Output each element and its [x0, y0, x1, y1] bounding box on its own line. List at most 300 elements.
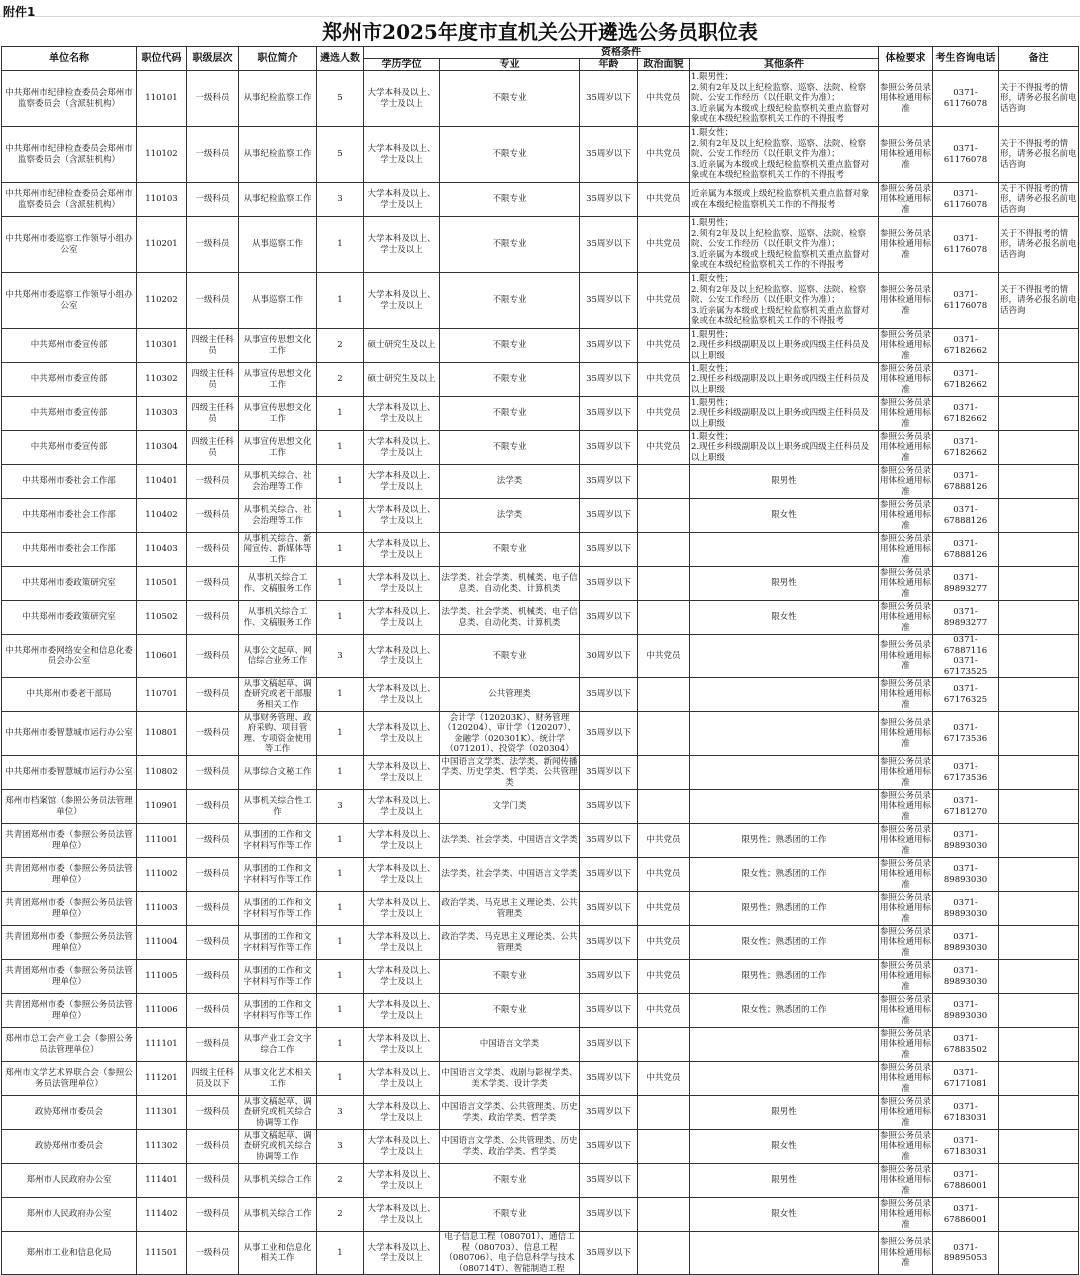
- age-cell: 35周岁以下: [580, 1130, 638, 1164]
- political-cell: [638, 678, 690, 712]
- other-cell: [690, 790, 879, 824]
- other-cell: 限男性；熟悉团的工作: [690, 824, 879, 858]
- age-cell: 35周岁以下: [580, 71, 638, 127]
- phone-cell: 0371-67886001: [933, 1198, 999, 1232]
- other-cell: 限女性: [690, 1130, 879, 1164]
- unit-cell: 中共郑州市委巡察工作领导小组办公室: [2, 273, 137, 329]
- note-cell: [999, 994, 1079, 1028]
- count-cell: 1: [317, 431, 364, 465]
- intro-cell: 从事纪检监察工作: [239, 71, 317, 127]
- table-row: [2, 1198, 1079, 1232]
- unit-cell: 政协郑州市委员会: [2, 1130, 137, 1164]
- level-cell: 一级科员: [187, 1028, 239, 1062]
- education-cell: 大学本科及以上、学士及以上: [364, 533, 440, 567]
- note-cell: [999, 824, 1079, 858]
- age-cell: 35周岁以下: [580, 892, 638, 926]
- other-cell: 1.限女性； 2.现任乡科级副职及以上职务或四级主任科员及以上职级: [690, 363, 879, 397]
- physical-cell: 参照公务员录用体检通用标准: [880, 824, 932, 856]
- intro-cell: 从事文稿起草、调查研究或老干部服务相关工作: [239, 678, 317, 712]
- phone-cell: 0371-89893030: [933, 960, 999, 994]
- major-cell: 法学类、社会学类、中国语言文学类: [440, 858, 580, 892]
- code-cell: 111001: [137, 824, 187, 858]
- education-cell: 大学本科及以上、学士及以上: [364, 217, 440, 273]
- age-cell: 35周岁以下: [580, 183, 638, 217]
- note-cell: [999, 431, 1079, 465]
- age-cell: 35周岁以下: [580, 533, 638, 567]
- note-cell: 关于不得报考的情形，请务必报名前电话咨询: [999, 217, 1079, 273]
- intro-cell: 从事机关综合、社会治理等工作: [239, 465, 317, 499]
- major-cell: 电子信息工程（080701）、通信工程（080703）、信息工程（080706）、电子信息科学与技术（080714T）、智能制造工程: [440, 1232, 580, 1275]
- age-cell: 35周岁以下: [580, 1198, 638, 1232]
- physical-cell: 参照公务员录用体检通用标准: [880, 892, 932, 924]
- education-cell: 大学本科及以上、学士及以上: [364, 1164, 440, 1198]
- physical-cell: 参照公务员录用体检通用标准: [880, 1062, 932, 1094]
- age-cell: 35周岁以下: [580, 1096, 638, 1130]
- age-cell: 35周岁以下: [580, 1164, 638, 1198]
- physical-cell: 参照公务员录用体检通用标准: [880, 363, 932, 395]
- level-cell: 一级科员: [187, 824, 239, 858]
- level-cell: 四级主任科员: [187, 431, 239, 465]
- intro-cell: 从事团的工作和文字材料写作等工作: [239, 858, 317, 892]
- political-cell: [638, 1198, 690, 1232]
- level-cell: 四级主任科员: [187, 329, 239, 363]
- code-cell: 110403: [137, 533, 187, 567]
- unit-cell: 政协郑州市委员会: [2, 1096, 137, 1130]
- unit-cell: 共青团郑州市委（参照公务员法管理单位）: [2, 858, 137, 892]
- phone-cell: 0371-67182662: [933, 329, 999, 363]
- major-cell: 中国语言文学类: [440, 1028, 580, 1062]
- intro-cell: 从事公文起草、网信综合业务工作: [239, 635, 317, 678]
- note-cell: 关于不得报考的情形，请务必报名前电话咨询: [999, 127, 1079, 183]
- age-cell: 35周岁以下: [580, 601, 638, 635]
- count-cell: 2: [317, 363, 364, 397]
- table-row: [2, 601, 1079, 635]
- count-cell: 1: [317, 756, 364, 790]
- education-cell: 大学本科及以上、学士及以上: [364, 127, 440, 183]
- physical-cell: 参照公务员录用体检通用标准: [879, 217, 933, 273]
- intro-cell: 从事团的工作和文字材料写作等工作: [239, 960, 317, 994]
- phone-cell: 0371-67176325: [933, 678, 999, 712]
- note-cell: [999, 1096, 1079, 1130]
- physical-cell: 参照公务员录用体检通用标准: [880, 533, 932, 565]
- intro-cell: 从事机关综合、新闻宣传、新媒体等工作: [239, 533, 317, 567]
- major-cell: 法学类、社会学类、机械类、电子信息类、自动化类、计算机类: [440, 567, 580, 601]
- code-cell: 111005: [137, 960, 187, 994]
- count-cell: 1: [317, 567, 364, 601]
- code-cell: 110301: [137, 329, 187, 363]
- note-cell: [999, 1198, 1079, 1232]
- major-cell: 会计学（120203K）、财务管理（120204）、审计学（120207）、金融学（020301K）、统计学（071201）、投资学（020304）: [440, 712, 580, 756]
- education-cell: 大学本科及以上、学士及以上: [364, 790, 440, 824]
- unit-cell: 中共郑州市委社会工作部: [2, 533, 137, 567]
- intro-cell: 从事财务管理、政府采购、项目管理、专项资金使用等工作: [239, 712, 317, 756]
- note-cell: [999, 1232, 1079, 1275]
- political-cell: [638, 790, 690, 824]
- major-cell: 不限专业: [440, 533, 580, 567]
- education-cell: 大学本科及以上、学士及以上: [364, 756, 440, 790]
- code-cell: 111004: [137, 926, 187, 960]
- count-cell: 1: [317, 499, 364, 533]
- level-cell: 一级科员: [187, 533, 239, 567]
- unit-cell: 郑州市文学艺术界联合会（参照公务员法管理单位）: [2, 1062, 137, 1096]
- unit-cell: 共青团郑州市委（参照公务员法管理单位）: [2, 994, 137, 1028]
- major-cell: 不限专业: [440, 1198, 580, 1232]
- age-cell: 35周岁以下: [580, 1232, 638, 1275]
- header-qualifications: 资格条件: [364, 47, 879, 59]
- count-cell: 1: [317, 960, 364, 994]
- intro-cell: 从事团的工作和文字材料写作等工作: [239, 926, 317, 960]
- education-cell: 大学本科及以上、学士及以上: [364, 824, 440, 858]
- unit-cell: 共青团郑州市委（参照公务员法管理单位）: [2, 892, 137, 926]
- unit-cell: 中共郑州市委宣传部: [2, 363, 137, 397]
- physical-cell: 参照公务员录用体检通用标准: [880, 1164, 932, 1196]
- education-cell: 大学本科及以上、学士及以上: [364, 431, 440, 465]
- political-cell: 中共党员: [638, 1062, 690, 1096]
- table-row: [2, 1232, 1079, 1275]
- political-cell: [638, 567, 690, 601]
- major-cell: 不限专业: [440, 960, 580, 994]
- count-cell: 5: [317, 71, 364, 127]
- political-cell: [638, 465, 690, 499]
- count-cell: 1: [317, 678, 364, 712]
- education-cell: 大学本科及以上、学士及以上: [364, 1062, 440, 1096]
- age-cell: 35周岁以下: [580, 1028, 638, 1062]
- level-cell: 四级主任科员及以下: [187, 1062, 239, 1096]
- physical-cell: 参照公务员录用体检通用标准: [880, 1096, 932, 1128]
- major-cell: 不限专业: [440, 397, 580, 431]
- age-cell: 35周岁以下: [580, 217, 638, 273]
- major-cell: 不限专业: [440, 431, 580, 465]
- intro-cell: 从事工业和信息化相关工作: [239, 1232, 317, 1275]
- major-cell: 不限专业: [440, 217, 580, 273]
- count-cell: 1: [317, 926, 364, 960]
- major-cell: 文学门类: [440, 790, 580, 824]
- table-row: [2, 1164, 1079, 1198]
- age-cell: 35周岁以下: [580, 127, 638, 183]
- count-cell: 1: [317, 892, 364, 926]
- note-cell: [999, 499, 1079, 533]
- other-cell: 1.限女性； 2.须有2年及以上纪检监察、巡察、法院、检察院、公安工作经历（以任职文件为准）； 3.近亲属为本级或上级纪检监察机关重点监督对象或在本级纪检监察机关工作的不得报考: [690, 127, 879, 183]
- level-cell: 一级科员: [187, 1096, 239, 1130]
- physical-cell: 参照公务员录用体检通用标准: [879, 712, 933, 756]
- code-cell: 111003: [137, 892, 187, 926]
- unit-cell: 共青团郑州市委（参照公务员法管理单位）: [2, 960, 137, 994]
- code-cell: 111401: [137, 1164, 187, 1198]
- other-cell: 限男性；熟悉团的工作: [690, 960, 879, 994]
- age-cell: 35周岁以下: [580, 756, 638, 790]
- political-cell: 中共党员: [638, 892, 690, 926]
- phone-cell: 0371-67183031: [933, 1130, 999, 1164]
- phone-cell: 0371-67182662: [933, 363, 999, 397]
- note-cell: 关于不得报考的情形，请务必报名前电话咨询: [999, 273, 1079, 329]
- physical-cell: 参照公务员录用体检通用标准: [880, 601, 932, 633]
- level-cell: 一级科员: [187, 994, 239, 1028]
- table-row: [2, 1096, 1079, 1130]
- unit-cell: 郑州市人民政府办公室: [2, 1164, 137, 1198]
- age-cell: 30周岁以下: [580, 635, 638, 678]
- unit-cell: 共青团郑州市委（参照公务员法管理单位）: [2, 926, 137, 960]
- level-cell: 一级科员: [187, 926, 239, 960]
- other-cell: [690, 1232, 879, 1275]
- other-cell: 1.限女性； 2.须有2年及以上纪检监察、巡察、法院、检察院、公安工作经历（以任职文件为准）； 3.近亲属为本级或上级纪检监察机关重点监督对象或在本级纪检监察机关工作的不得报考: [690, 273, 879, 329]
- level-cell: 一级科员: [187, 1164, 239, 1198]
- political-cell: [638, 712, 690, 756]
- code-cell: 111006: [137, 994, 187, 1028]
- intro-cell: 从事机关综合、社会治理等工作: [239, 499, 317, 533]
- code-cell: 111402: [137, 1198, 187, 1232]
- note-cell: [999, 567, 1079, 601]
- other-cell: [690, 533, 879, 567]
- unit-cell: 中共郑州市委政策研究室: [2, 567, 137, 601]
- unit-cell: 中共郑州市纪律检查委员会郑州市监察委员会（含派驻机构）: [2, 183, 137, 217]
- header-political: 政治面貌: [638, 59, 690, 71]
- political-cell: 中共党员: [638, 329, 690, 363]
- note-cell: [999, 1130, 1079, 1164]
- count-cell: 1: [317, 533, 364, 567]
- phone-cell: 0371-67183031: [933, 1096, 999, 1130]
- education-cell: 大学本科及以上、学士及以上: [364, 183, 440, 217]
- table-header: [2, 47, 1079, 71]
- education-cell: 大学本科及以上、学士及以上: [364, 994, 440, 1028]
- header-note: 备注: [999, 47, 1079, 71]
- other-cell: 1.限女性； 2.现任乡科级副职及以上职务或四级主任科员及以上职级: [690, 431, 879, 465]
- physical-cell: 参照公务员录用体检通用标准: [880, 858, 932, 890]
- level-cell: 一级科员: [187, 635, 239, 678]
- count-cell: 3: [317, 1096, 364, 1130]
- count-cell: 1: [317, 1232, 364, 1275]
- other-cell: 近亲属为本级或上级纪检监察机关重点监督对象或在本级纪检监察机关工作的不得报考: [690, 183, 879, 217]
- phone-cell: 0371-89893277: [933, 601, 999, 635]
- unit-cell: 中共郑州市委宣传部: [2, 397, 137, 431]
- phone-cell: 0371-67182662: [933, 397, 999, 431]
- unit-cell: 郑州市工业和信息化局: [2, 1232, 137, 1275]
- political-cell: 中共党员: [638, 363, 690, 397]
- table-row: [2, 183, 1079, 217]
- phone-cell: 0371-67181270: [933, 790, 999, 824]
- note-cell: [999, 533, 1079, 567]
- table-row: [2, 1062, 1079, 1096]
- level-cell: 一级科员: [187, 499, 239, 533]
- phone-cell: 0371-89895053: [933, 1232, 999, 1275]
- major-cell: 不限专业: [440, 363, 580, 397]
- political-cell: 中共党员: [638, 431, 690, 465]
- physical-cell: 参照公务员录用体检通用标准: [880, 499, 932, 531]
- education-cell: 硕士研究生及以上: [364, 363, 440, 397]
- physical-cell: 参照公务员录用体检通用标准: [879, 635, 933, 678]
- level-cell: 四级主任科员: [187, 363, 239, 397]
- other-cell: 1.限男性； 2.现任乡科级副职及以上职务或四级主任科员及以上职级: [690, 397, 879, 431]
- note-cell: [999, 712, 1079, 756]
- intro-cell: 从事巡察工作: [239, 217, 317, 273]
- level-cell: 一级科员: [187, 678, 239, 712]
- unit-cell: 中共郑州市纪律检查委员会郑州市监察委员会（含派驻机构）: [2, 127, 137, 183]
- physical-cell: 参照公务员录用体检通用标准: [880, 678, 932, 710]
- code-cell: 110601: [137, 635, 187, 678]
- table-row: [2, 994, 1079, 1028]
- major-cell: 政治学类、马克思主义理论类、公共管理类: [440, 926, 580, 960]
- education-cell: 硕士研究生及以上: [364, 329, 440, 363]
- physical-cell: 参照公务员录用体检通用标准: [880, 183, 932, 215]
- intro-cell: 从事文稿起草、调查研究或机关综合协调等工作: [239, 1130, 317, 1164]
- code-cell: 110801: [137, 712, 187, 756]
- other-cell: [690, 635, 879, 678]
- level-cell: 一级科员: [187, 1232, 239, 1275]
- level-cell: 一级科员: [187, 756, 239, 790]
- physical-cell: 参照公务员录用体检通用标准: [880, 756, 932, 788]
- other-cell: 1.限男性； 2.现任乡科级副职及以上职务或四级主任科员及以上职级: [690, 329, 879, 363]
- phone-cell: 0371-89893030: [933, 824, 999, 858]
- header-intro: 职位简介: [239, 47, 317, 71]
- other-cell: 限女性: [690, 499, 879, 533]
- code-cell: 110202: [137, 273, 187, 329]
- table-row: [2, 892, 1079, 926]
- note-cell: [999, 756, 1079, 790]
- level-cell: 一级科员: [187, 892, 239, 926]
- code-cell: 110501: [137, 567, 187, 601]
- code-cell: 110402: [137, 499, 187, 533]
- unit-cell: 中共郑州市委政策研究室: [2, 601, 137, 635]
- code-cell: 111501: [137, 1232, 187, 1275]
- intro-cell: 从事文化艺术相关工作: [239, 1062, 317, 1096]
- other-cell: 限男性: [690, 567, 879, 601]
- education-cell: 大学本科及以上、学士及以上: [364, 678, 440, 712]
- code-cell: 110103: [137, 183, 187, 217]
- phone-cell: 0371-89893030: [933, 926, 999, 960]
- header-phone: 考生咨询电话: [933, 47, 999, 71]
- note-cell: [999, 1062, 1079, 1096]
- age-cell: 35周岁以下: [580, 678, 638, 712]
- table-row: [2, 127, 1079, 183]
- note-cell: [999, 678, 1079, 712]
- major-cell: 法学类: [440, 499, 580, 533]
- political-cell: 中共党员: [638, 926, 690, 960]
- code-cell: 110201: [137, 217, 187, 273]
- header-other: 其他条件: [690, 59, 879, 71]
- header-count: 遴选人数: [317, 47, 364, 71]
- political-cell: 中共党员: [638, 824, 690, 858]
- political-cell: [638, 601, 690, 635]
- header-age: 年龄: [580, 59, 638, 71]
- code-cell: 110502: [137, 601, 187, 635]
- level-cell: 一级科员: [187, 183, 239, 217]
- count-cell: 5: [317, 127, 364, 183]
- phone-cell: 0371-61176078: [933, 273, 999, 329]
- other-cell: 限男性: [690, 465, 879, 499]
- physical-cell: 参照公务员录用体检通用标准: [880, 790, 932, 822]
- table-row: [2, 431, 1079, 465]
- political-cell: [638, 1232, 690, 1275]
- other-cell: 1.限男性； 2.须有2年及以上纪检监察、巡察、法院、检察院、公安工作经历（以任职文件为准）； 3.近亲属为本级或上级纪检监察机关重点监督对象或在本级纪检监察机关工作的不得报考: [690, 71, 879, 127]
- age-cell: 35周岁以下: [580, 431, 638, 465]
- political-cell: [638, 756, 690, 790]
- major-cell: 不限专业: [440, 273, 580, 329]
- intro-cell: 从事宣传思想文化工作: [239, 431, 317, 465]
- phone-cell: 0371-67887116 0371-67173525: [933, 635, 999, 678]
- major-cell: 不限专业: [440, 1164, 580, 1198]
- table-row: [2, 465, 1079, 499]
- table-row: [2, 635, 1079, 678]
- phone-cell: 0371-67173536: [933, 756, 999, 790]
- note-cell: 关于不得报考的情形，请务必报名前电话咨询: [999, 71, 1079, 127]
- table-row: [2, 926, 1079, 960]
- major-cell: 法学类: [440, 465, 580, 499]
- table-row: [2, 858, 1079, 892]
- phone-cell: 0371-67173536: [933, 712, 999, 756]
- age-cell: 35周岁以下: [580, 273, 638, 329]
- other-cell: 限女性: [690, 1198, 879, 1232]
- education-cell: 大学本科及以上、学士及以上: [364, 71, 440, 127]
- count-cell: 1: [317, 217, 364, 273]
- header-physical: 体检要求: [879, 47, 933, 71]
- unit-cell: 共青团郑州市委（参照公务员法管理单位）: [2, 824, 137, 858]
- unit-cell: 郑州市档案馆（参照公务员法管理单位）: [2, 790, 137, 824]
- level-cell: 一级科员: [187, 1198, 239, 1232]
- major-cell: 不限专业: [440, 994, 580, 1028]
- education-cell: 大学本科及以上、学士及以上: [364, 567, 440, 601]
- political-cell: 中共党员: [638, 858, 690, 892]
- attachment-label: 附件1: [3, 5, 36, 19]
- note-cell: [999, 363, 1079, 397]
- level-cell: 一级科员: [187, 712, 239, 756]
- age-cell: 35周岁以下: [580, 790, 638, 824]
- note-cell: [999, 1164, 1079, 1198]
- table-body: [2, 71, 1079, 1275]
- table-row: [2, 712, 1079, 756]
- header-level: 职级层次: [187, 47, 239, 71]
- education-cell: 大学本科及以上、学士及以上: [364, 712, 440, 756]
- table-row: [2, 397, 1079, 431]
- note-cell: [999, 397, 1079, 431]
- other-cell: [690, 1028, 879, 1062]
- count-cell: 1: [317, 273, 364, 329]
- note-cell: [999, 892, 1079, 926]
- intro-cell: 从事巡察工作: [239, 273, 317, 329]
- unit-cell: 中共郑州市委宣传部: [2, 431, 137, 465]
- code-cell: 110101: [137, 71, 187, 127]
- header-education: 学历学位: [364, 59, 440, 71]
- level-cell: 一级科员: [187, 790, 239, 824]
- count-cell: 1: [317, 397, 364, 431]
- count-cell: 1: [317, 1028, 364, 1062]
- education-cell: 大学本科及以上、学士及以上: [364, 926, 440, 960]
- major-cell: 不限专业: [440, 71, 580, 127]
- other-cell: 限男性；熟悉团的工作: [690, 892, 879, 926]
- unit-cell: 郑州市人民政府办公室: [2, 1198, 137, 1232]
- table-row: [2, 533, 1079, 567]
- political-cell: 中共党员: [638, 273, 690, 329]
- age-cell: 35周岁以下: [580, 926, 638, 960]
- level-cell: 一级科员: [187, 273, 239, 329]
- political-cell: 中共党员: [638, 397, 690, 431]
- other-cell: [690, 756, 879, 790]
- other-cell: [690, 1062, 879, 1096]
- note-cell: [999, 329, 1079, 363]
- note-cell: [999, 960, 1079, 994]
- note-cell: [999, 1028, 1079, 1062]
- phone-cell: 0371-67888126: [933, 533, 999, 567]
- count-cell: 1: [317, 824, 364, 858]
- unit-cell: 中共郑州市委网络安全和信息化委员会办公室: [2, 635, 137, 678]
- unit-cell: 中共郑州市委社会工作部: [2, 499, 137, 533]
- level-cell: 一级科员: [187, 1130, 239, 1164]
- intro-cell: 从事机关综合工作: [239, 1198, 317, 1232]
- age-cell: 35周岁以下: [580, 960, 638, 994]
- physical-cell: 参照公务员录用体检通用标准: [880, 567, 932, 599]
- intro-cell: 从事文稿起草、调查研究或机关综合协调等工作: [239, 1096, 317, 1130]
- unit-cell: 中共郑州市委智慧城市运行办公室: [2, 756, 137, 790]
- phone-cell: 0371-61176078: [933, 217, 999, 273]
- education-cell: 大学本科及以上、学士及以上: [364, 960, 440, 994]
